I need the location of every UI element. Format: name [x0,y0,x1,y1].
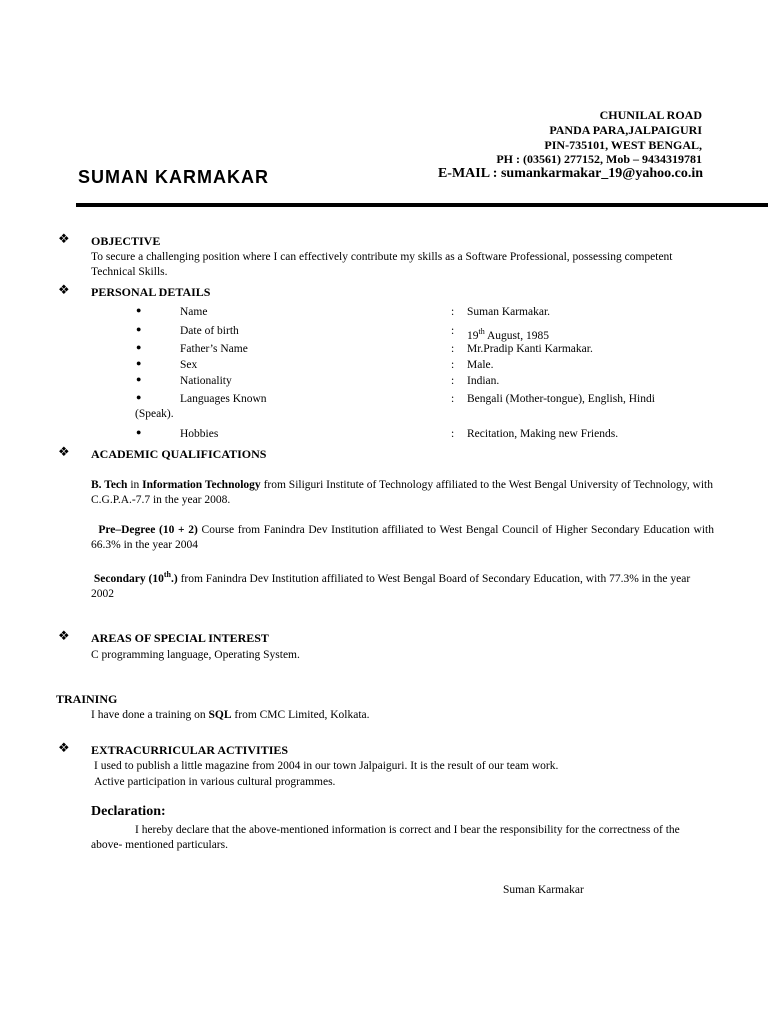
diamond-bullet-icon: ❖ [58,282,70,297]
personal-separator: : [451,428,455,440]
extracurricular-line-1: I used to publish a little magazine from 2004 in our town Jalpaiguri. It is the result of our team work. [94,760,559,772]
email-line: E-MAIL : sumankarmakar_19@yahoo.co.in [437,166,703,181]
personal-label: Sex [180,359,198,371]
personal-separator: : [451,359,455,371]
address-line-3: PIN-735101, WEST BENGAL, [544,138,702,152]
personal-value: 19th August, 1985 [467,327,549,342]
address-line-1: CHUNILAL ROAD [599,108,702,122]
personal-label: Name [180,306,208,318]
declaration-text: I hereby declare that the above-mentioned information is correct and I bear the responsibility for the correctness of the above- mentioned particulars. [91,824,680,851]
personal-value: Mr.Pradip Kanti Karmakar. [467,343,593,355]
diamond-bullet-icon: ❖ [58,231,70,246]
personal-label: Father’s Name [180,343,248,355]
personal-separator: : [451,325,455,337]
personal-separator: : [451,343,455,355]
declaration-heading: Declaration: [91,804,166,819]
personal-value: Suman Karmakar. [467,306,551,318]
phone-line: PH : (03561) 277152, Mob – 9434319781 [496,152,702,166]
personal-label: Nationality [180,375,232,387]
academic-heading: ACADEMIC QUALIFICATIONS [91,447,267,461]
interest-heading: AREAS OF SPECIAL INTEREST [91,631,269,645]
btech-entry: B. Tech in Information Technology from Siliguri Institute of Technology affiliated to the West Bengal University of Technology, with C.G.P.A.-7.7 in the year 2008. [91,479,713,506]
dot-bullet-icon: ● [136,427,142,437]
dot-bullet-icon: ● [136,358,142,368]
resume-name: SUMAN KARMAKAR [78,167,269,187]
personal-value-continuation: (Speak). [135,408,174,420]
dot-bullet-icon: ● [136,392,142,402]
dot-bullet-icon: ● [136,305,142,315]
diamond-bullet-icon: ❖ [58,740,70,755]
extracurricular-heading: EXTRACURRICULAR ACTIVITIES [91,743,289,757]
personal-value: Bengali (Mother-tongue), English, Hindi [467,393,655,405]
personal-value: Indian. [467,375,500,387]
dot-bullet-icon: ● [136,324,142,334]
secondary-entry: Secondary (10th.) from Fanindra Dev Institution affiliated to West Bengal Board of Secondary Education, with 77.3% in the year 2002 [91,570,691,600]
personal-details-heading: PERSONAL DETAILS [91,285,211,299]
personal-separator: : [451,375,455,387]
dot-bullet-icon: ● [136,374,142,384]
extracurricular-line-2: Active participation in various cultural programmes. [94,776,336,788]
personal-label: Hobbies [180,428,219,440]
address-line-2: PANDA PARA,JALPAIGURI [549,123,702,137]
objective-text: To secure a challenging position where I can effectively contribute my skills as a Software Professional, possessing competent Technical Skills. [91,251,673,278]
diamond-bullet-icon: ❖ [58,628,70,643]
training-text: I have done a training on SQL from CMC Limited, Kolkata. [91,709,370,721]
personal-label: Date of birth [180,325,239,337]
signature: Suman Karmakar [503,884,584,896]
personal-value: Male. [467,359,494,371]
diamond-bullet-icon: ❖ [58,444,70,459]
personal-label: Languages Known [180,393,267,405]
dot-bullet-icon: ● [136,342,142,352]
header-divider [76,203,768,207]
predegree-entry: Pre–Degree (10 + 2) Course from Fanindra Dev Institution affiliated to West Bengal Council of Higher Secondary Education with 66.3% in the year 2004 [91,524,714,551]
training-heading: TRAINING [56,692,118,706]
objective-heading: OBJECTIVE [91,234,161,248]
interest-text: C programming language, Operating System. [91,649,300,661]
personal-separator: : [451,306,455,318]
personal-value: Recitation, Making new Friends. [467,428,619,440]
personal-separator: : [451,393,455,405]
